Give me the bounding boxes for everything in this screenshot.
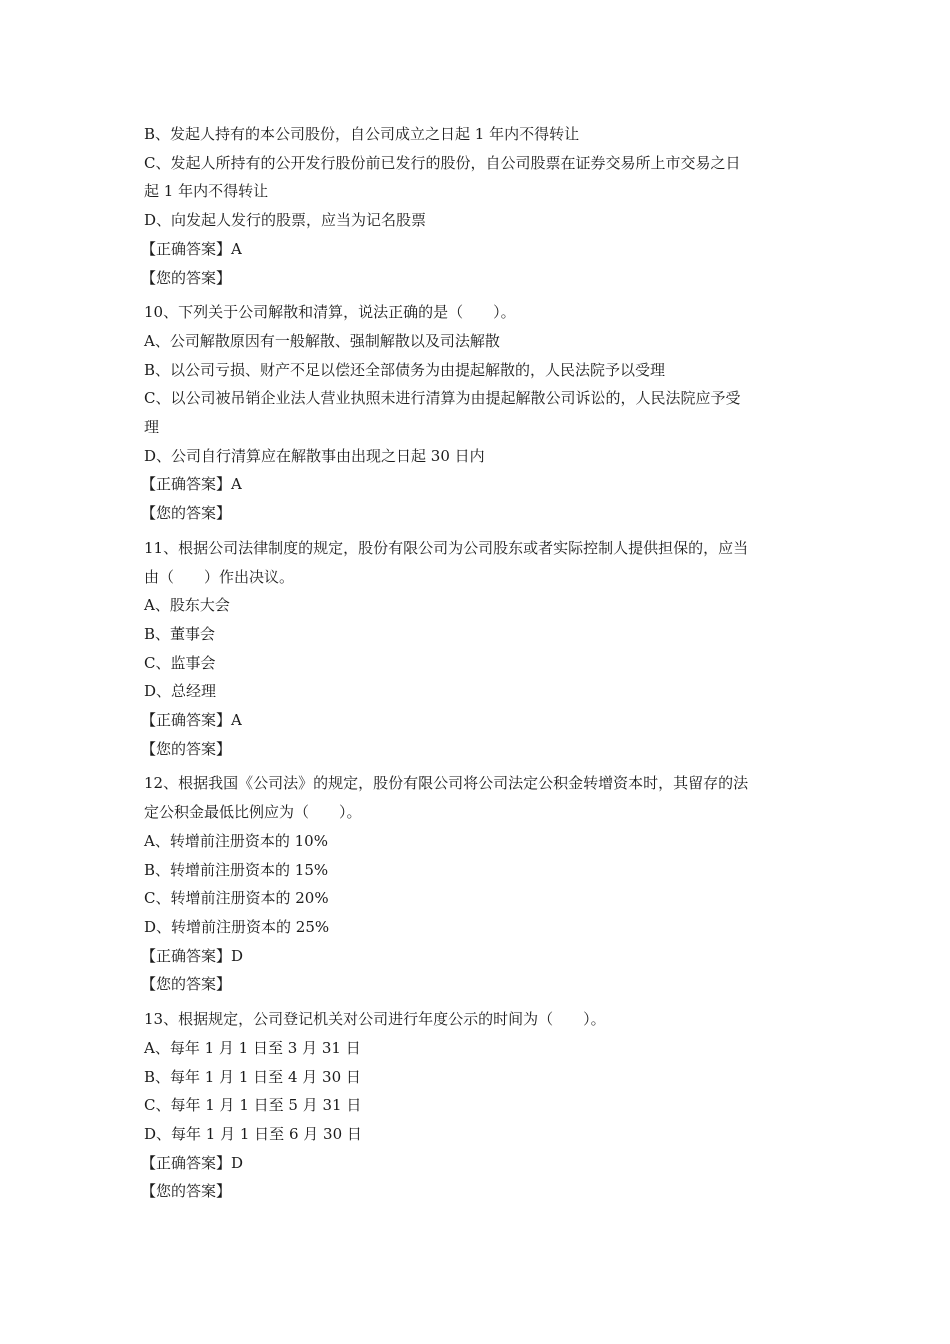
question-text-line: B、转增前注册资本的 15%	[144, 860, 329, 879]
your-answer: 【您的答案】	[141, 504, 232, 523]
correct-answer: 【正确答案】A	[141, 239, 242, 258]
question-text-line: 定公积金最低比例应为（ ）。	[144, 803, 362, 822]
question-text-line: C、发起人所持有的公开发行股份前已发行的股份，自公司股票在证券交易所上市交易之日	[144, 153, 741, 172]
question-text-line: C、转增前注册资本的 20%	[144, 889, 329, 908]
question-text-line: B、每年 1 月 1 日至 4 月 30 日	[144, 1067, 361, 1086]
document-body	[141, 120, 814, 1206]
question-text-line: B、发起人持有的本公司股份，自公司成立之日起 1 年内不得转让	[144, 125, 580, 143]
correct-answer: 【正确答案】D	[141, 1153, 244, 1172]
question-block	[141, 298, 814, 528]
question-stem-line: 11、根据公司法律制度的规定，股份有限公司为公司股东或者实际控制人提供担保的，应当	[144, 538, 749, 557]
your-answer: 【您的答案】	[141, 975, 232, 994]
question-stem-line: 10、下列关于公司解散和清算，说法正确的是（ ）。	[144, 303, 516, 322]
your-answer: 【您的答案】	[141, 268, 232, 287]
question-text-line: A、转增前注册资本的 10%	[144, 831, 328, 850]
question-text-line: C、以公司被吊销企业法人营业执照未进行清算为由提起解散公司诉讼的，人民法院应予受	[144, 389, 741, 408]
correct-answer: 【正确答案】A	[141, 475, 242, 494]
question-text-line: A、每年 1 月 1 日至 3 月 31 日	[144, 1038, 361, 1057]
question-text-line: B、以公司亏损、财产不足以偿还全部债务为由提起解散的，人民法院予以受理	[144, 360, 666, 379]
question-stem-line: 12、根据我国《公司法》的规定，股份有限公司将公司法定公积金转增资本时，其留存的法	[144, 774, 749, 793]
question-text-line: 起 1 年内不得转让	[144, 182, 269, 201]
question-text-line: D、向发起人发行的股票，应当为记名股票	[144, 211, 427, 230]
question-block	[141, 534, 814, 764]
question-text-line: B、董事会	[144, 624, 216, 643]
question-text-line: D、每年 1 月 1 日至 6 月 30 日	[144, 1124, 362, 1143]
question-text-line: D、总经理	[144, 682, 217, 701]
question-text-line: 理	[144, 418, 160, 437]
question-block	[141, 1005, 814, 1206]
question-text-line: A、公司解散原因有一般解散、强制解散以及司法解散	[144, 331, 500, 350]
correct-answer: 【正确答案】A	[141, 711, 242, 730]
question-text-line: C、每年 1 月 1 日至 5 月 31 日	[144, 1096, 362, 1115]
question-text-line: A、股东大会	[144, 596, 230, 615]
your-answer: 【您的答案】	[141, 1182, 232, 1201]
question-text-line: C、监事会	[144, 653, 216, 672]
question-block	[141, 120, 814, 292]
question-text-line: 由（ ）作出决议。	[144, 567, 295, 586]
question-text-line: D、转增前注册资本的 25%	[144, 917, 330, 936]
question-block	[141, 769, 814, 999]
your-answer: 【您的答案】	[141, 739, 232, 758]
question-text-line: D、公司自行清算应在解散事由出现之日起 30 日内	[144, 446, 485, 465]
question-stem-line: 13、根据规定，公司登记机关对公司进行年度公示的时间为（ ）。	[144, 1010, 606, 1029]
correct-answer: 【正确答案】D	[141, 946, 244, 965]
